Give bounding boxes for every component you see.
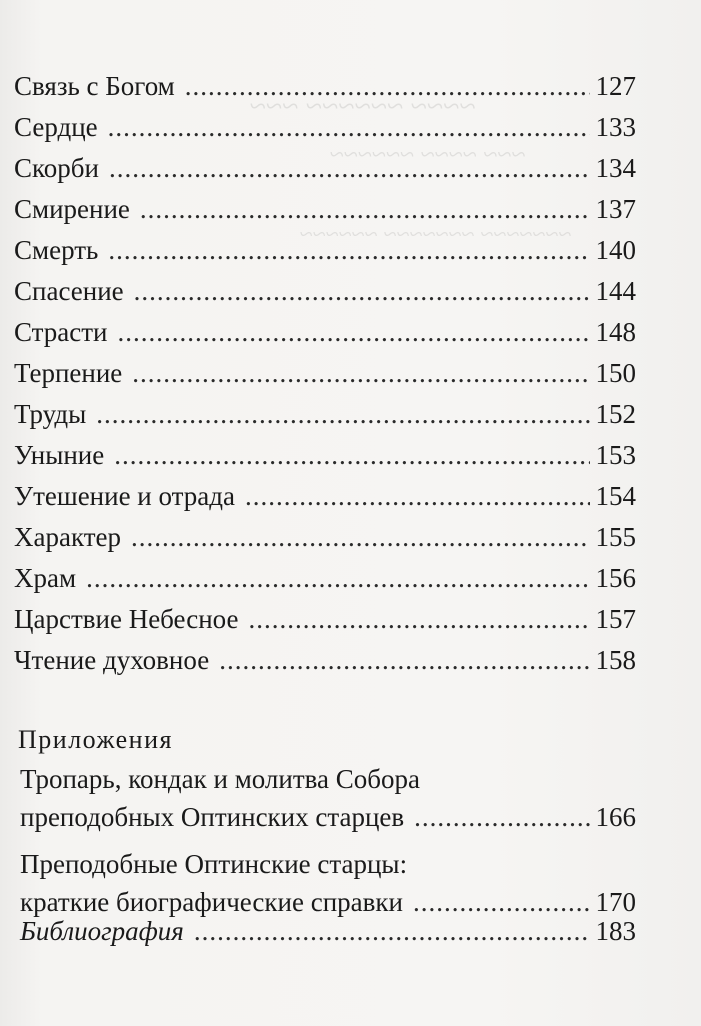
toc-entry-title: Уныние <box>14 440 105 470</box>
toc-entry[interactable] <box>14 394 636 435</box>
dot-leader <box>219 640 589 681</box>
toc-entry-title: Труды <box>14 399 87 429</box>
dot-leader <box>86 558 589 599</box>
bleed-through-text: ~~~ ~~~~ ~~~~~~ <box>330 140 526 169</box>
toc-entry-page: 157 <box>595 604 636 634</box>
dot-leader <box>131 517 589 558</box>
toc-entry-title: Скорби <box>14 153 99 183</box>
dot-leader <box>185 66 590 107</box>
toc-entry-title: Спасение <box>14 276 124 306</box>
appendices-heading: Приложения <box>18 725 173 754</box>
dot-leader <box>248 599 589 640</box>
toc-entry-page: 137 <box>595 194 636 224</box>
toc-entry[interactable] <box>14 517 636 558</box>
appendix-title-line1: Преподобные Оптинские старцы: <box>20 849 408 879</box>
toc-entry[interactable] <box>14 558 636 599</box>
toc-entry-title: Сердце <box>14 112 98 142</box>
dot-leader <box>194 912 590 950</box>
bibliography-page: 183 <box>595 916 636 946</box>
toc-entry-page: 152 <box>595 399 636 429</box>
toc-entry-title: Утешение и отрада <box>14 481 235 511</box>
toc-entry-page: 140 <box>595 235 636 265</box>
dot-leader <box>140 189 590 230</box>
toc-entry-title: Связь с Богом <box>14 71 175 101</box>
toc-entry-page: 144 <box>595 276 636 306</box>
dot-leader <box>245 476 590 517</box>
toc-entry[interactable] <box>14 312 636 353</box>
toc-entry[interactable] <box>14 66 636 107</box>
toc-entry[interactable] <box>14 353 636 394</box>
appendix-entry[interactable] <box>20 760 636 836</box>
bibliography-title: Библиография <box>20 916 184 946</box>
appendix-entry[interactable] <box>20 845 636 921</box>
toc-entry-page: 133 <box>595 112 636 142</box>
toc-entry-page: 155 <box>595 522 636 552</box>
dot-leader <box>134 271 590 312</box>
dot-leader <box>109 148 590 189</box>
dot-leader <box>118 312 590 353</box>
toc-entry-page: 148 <box>595 317 636 347</box>
appendix-page: 170 <box>595 887 636 917</box>
toc-entry-title: Смерть <box>14 235 99 265</box>
appendix-title-line2: преподобных Оптинских старцев <box>20 802 405 832</box>
dot-leader <box>114 435 589 476</box>
toc-entry-page: 154 <box>595 481 636 511</box>
appendix-title-line2: краткие биографические справки <box>20 887 403 917</box>
toc-entry-page: 158 <box>595 645 636 675</box>
appendix-page: 166 <box>595 802 636 832</box>
toc-entry-title: Царствие Небесное <box>14 604 239 634</box>
toc-entry-title: Чтение духовное <box>14 645 210 675</box>
bibliography-entry[interactable] <box>20 912 636 950</box>
toc-entry-page: 153 <box>595 440 636 470</box>
dot-leader <box>132 353 589 394</box>
table-of-contents <box>14 66 636 681</box>
toc-entry[interactable] <box>14 230 636 271</box>
toc-entry[interactable] <box>14 435 636 476</box>
dot-leader <box>108 230 589 271</box>
dot-leader <box>108 107 590 148</box>
toc-entry[interactable] <box>14 148 636 189</box>
bleed-through-text: ~~~~~~~ ~~~~~~~ ~~~~~~ <box>300 222 572 248</box>
toc-entry-page: 150 <box>595 358 636 388</box>
toc-entry-page: 134 <box>595 153 636 183</box>
dot-leader <box>96 394 589 435</box>
toc-entry[interactable] <box>14 271 636 312</box>
toc-entry-title: Терпение <box>14 358 123 388</box>
toc-entry[interactable] <box>14 189 636 230</box>
toc-entry[interactable] <box>14 640 636 681</box>
bleed-through-text: ~~~~ ~~~~~~ ~~~ <box>250 90 476 123</box>
toc-entry-title: Храм <box>14 563 77 593</box>
toc-entry[interactable] <box>14 476 636 517</box>
toc-entry-title: Страсти <box>14 317 108 347</box>
dot-leader <box>414 798 589 836</box>
toc-entry-title: Характер <box>14 522 122 552</box>
toc-entry[interactable] <box>14 107 636 148</box>
toc-entry[interactable] <box>14 599 636 640</box>
toc-entry-page: 127 <box>595 71 636 101</box>
toc-entry-page: 156 <box>595 563 636 593</box>
toc-entry-title: Смирение <box>14 194 130 224</box>
appendix-title-line1: Тропарь, кондак и молитва Собора <box>20 764 421 794</box>
